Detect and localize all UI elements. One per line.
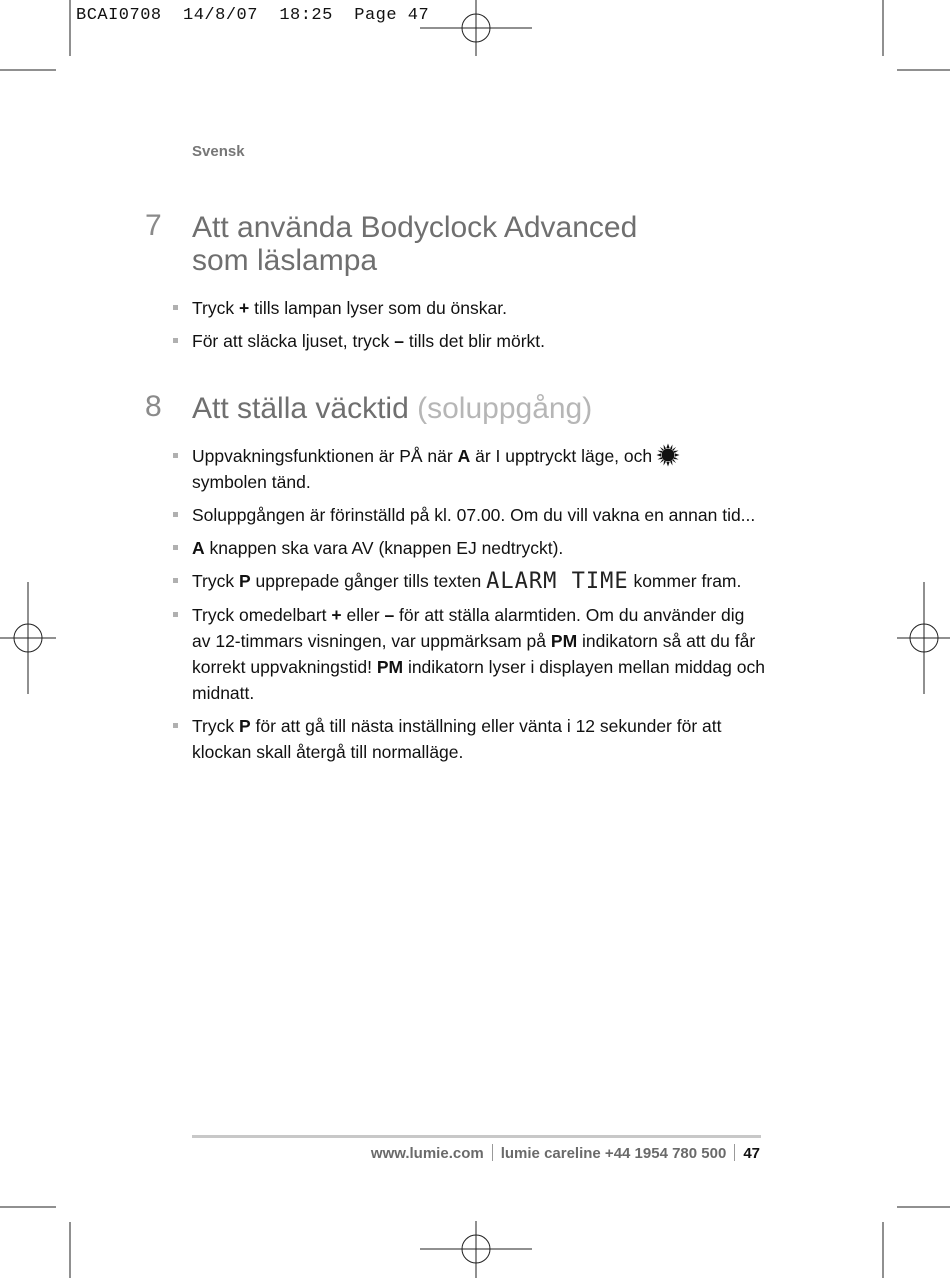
section-title-muted: (soluppgång): [417, 392, 593, 425]
list-item: [192, 602, 767, 706]
text: Tryck: [192, 571, 239, 591]
list-item: [192, 295, 767, 321]
text: tills lampan lyser som du önskar.: [249, 298, 507, 318]
bullet-list: [192, 295, 767, 361]
bold-text: PM: [550, 631, 578, 651]
bold-text: A: [457, 446, 471, 466]
text: Tryck: [192, 716, 239, 736]
list-item: [192, 502, 767, 528]
bold-text: –: [394, 331, 405, 351]
section-number: 8: [145, 390, 162, 423]
bold-text: P: [238, 716, 251, 736]
section-number: 7: [145, 209, 162, 242]
text: symbolen tänd.: [192, 472, 311, 492]
language-label: Svensk: [192, 143, 245, 160]
section-title-line: som läslampa: [192, 244, 378, 277]
text: Soluppgången är förinställd på kl. 07.00. Om du vill vakna en annan tid...: [192, 505, 756, 525]
careline-text: lumie careline +44 1954 780 500: [500, 1145, 727, 1162]
text: är I upptryckt läge, och: [470, 446, 653, 466]
text: eller: [341, 605, 385, 625]
text: tills det blir mörkt.: [404, 331, 546, 351]
bold-text: A: [192, 538, 205, 558]
text: Uppvakningsfunktionen är PÅ när: [192, 446, 458, 466]
text: knappen ska vara AV (knappen EJ nedtryckt).: [204, 538, 564, 558]
list-item: [192, 443, 767, 495]
section-title-line: Att använda Bodyclock Advanced: [192, 211, 638, 244]
text: indikatorn så att du får korrekt uppvakningstid!: [192, 631, 756, 677]
text: indikatorn lyser i displayen mellan middag och midnatt.: [192, 657, 765, 703]
list-item: [192, 713, 767, 765]
text: Tryck: [192, 298, 239, 318]
bullet-list: [192, 443, 767, 772]
website-link[interactable]: www.lumie.com: [370, 1145, 484, 1162]
print-slug: BCAI0708 14/8/07 18:25 Page 47: [76, 6, 430, 25]
divider: [492, 1144, 493, 1161]
list-item: [192, 328, 767, 354]
list-item: [192, 535, 767, 561]
text: upprepade gånger tills texten: [250, 571, 487, 591]
section-title-main: Att ställa väcktid: [192, 392, 409, 425]
section-title: [192, 392, 732, 425]
list-item: [192, 568, 767, 595]
sun-icon: [656, 443, 680, 467]
bold-text: P: [238, 571, 251, 591]
page-number: 47: [743, 1145, 760, 1162]
footer-rule: [192, 1135, 761, 1138]
section-title: [192, 211, 732, 277]
bold-text: –: [384, 605, 395, 625]
text: kommer fram.: [628, 571, 742, 591]
text: Tryck omedelbart: [192, 605, 332, 625]
bold-text: +: [331, 605, 342, 625]
footer: [371, 1144, 760, 1162]
bold-text: +: [238, 298, 250, 318]
lcd-display-text: ALARM TIME: [486, 569, 629, 594]
text: för att ställa alarmtiden. Om du använder dig av 12-timmars visningen, var uppmärksam på: [192, 605, 745, 651]
text: För att släcka ljuset, tryck: [192, 331, 395, 351]
text: för att gå till nästa inställning eller vänta i 12 sekunder för att klockan skall återgå till normalläge.: [192, 716, 722, 762]
divider: [734, 1144, 735, 1161]
bold-text: PM: [376, 657, 404, 677]
